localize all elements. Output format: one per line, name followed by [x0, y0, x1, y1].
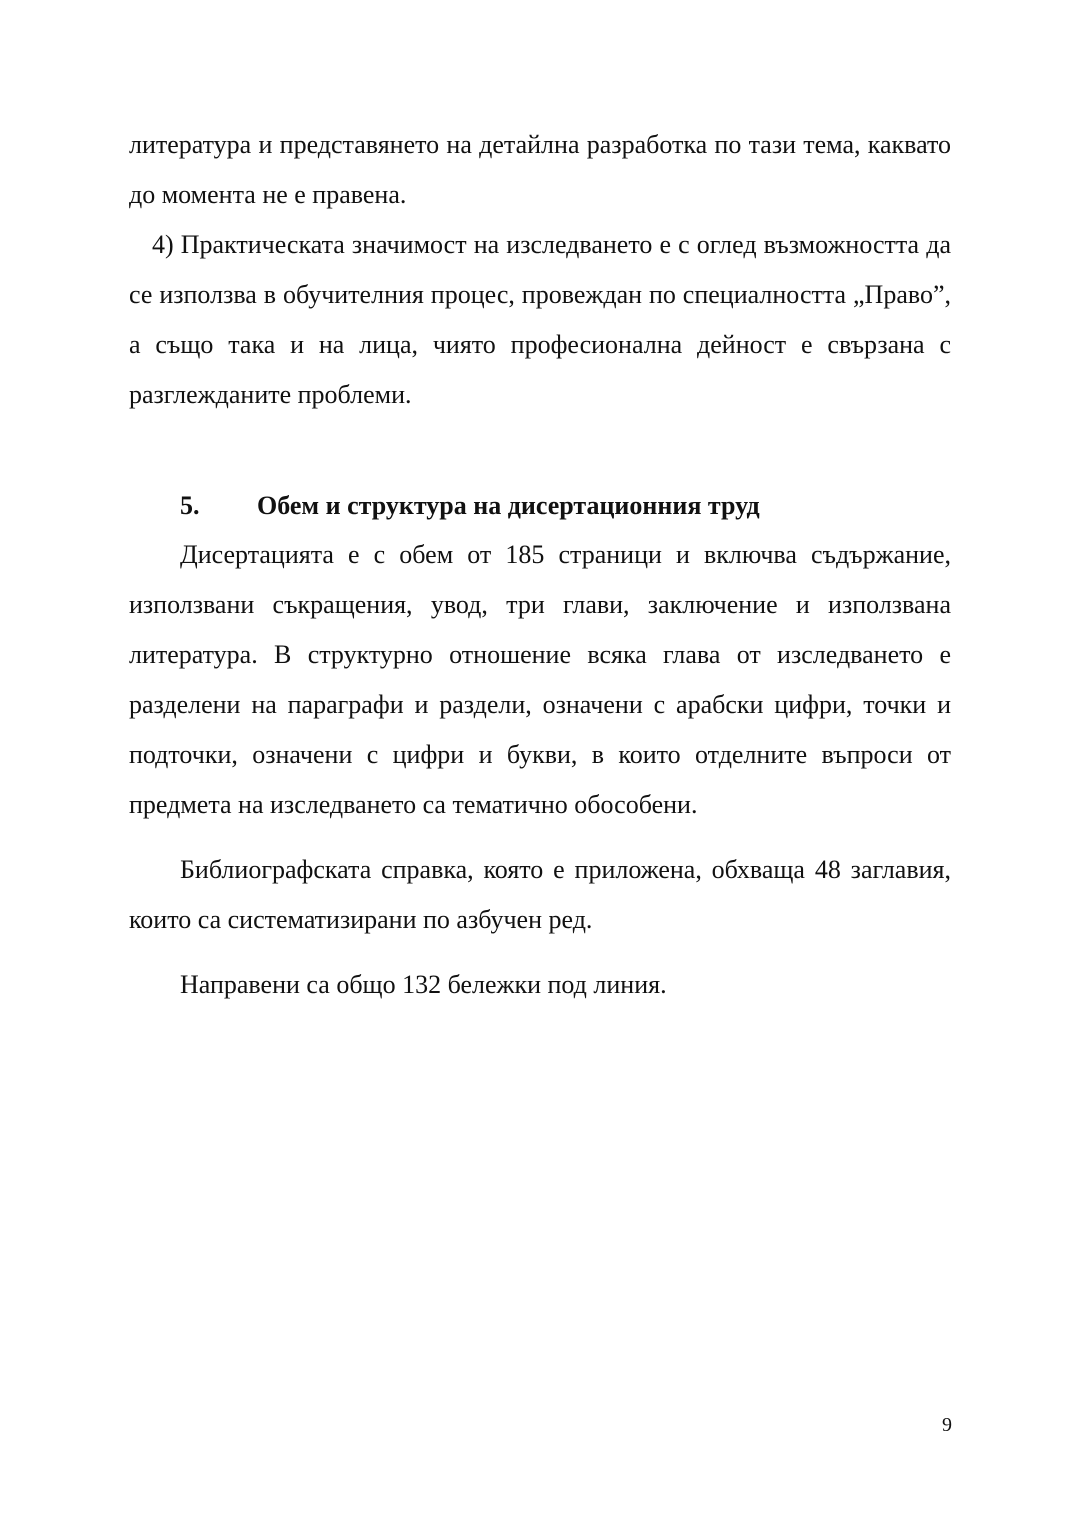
section-title: Обем и структура на дисертационния труд	[257, 491, 760, 520]
paragraph-footnotes: Направени са общо 132 бележки под линия.	[180, 970, 667, 999]
paragraph-continuation: литература и представянето на детайлна разработка по тази тема, каквато до момента не е правена.	[129, 130, 951, 209]
section-heading	[129, 482, 951, 530]
document-page	[129, 120, 951, 1010]
paragraph-bibliography: Библиографската справка, която е приложена, обхваща 48 заглавия, които са систематизирани по азбучен ред.	[129, 855, 951, 934]
section-number: 5.	[180, 491, 200, 520]
paragraph-practical-significance: 4) Практическата значимост на изследването е с оглед възможността да се използва в обучителния процес, провеждан по специалността „Право”, а също така и на лица, чиято професионална дейност е свързана с разглежданите проблеми.	[129, 230, 951, 409]
paragraph-volume-structure: Дисертацията е с обем от 185 страници и включва съдържание, използвани съкращения, увод, три глави, заключение и използвана литература. В структурно отношение всяка глава от изследването е разделени на параграфи и раздели, означени с арабски цифри, точки и подточки, означени с цифри и букви, в които отделните въпроси от предмета на изследването са тематично обособени.	[129, 540, 951, 819]
page-number: 9	[942, 1414, 952, 1436]
